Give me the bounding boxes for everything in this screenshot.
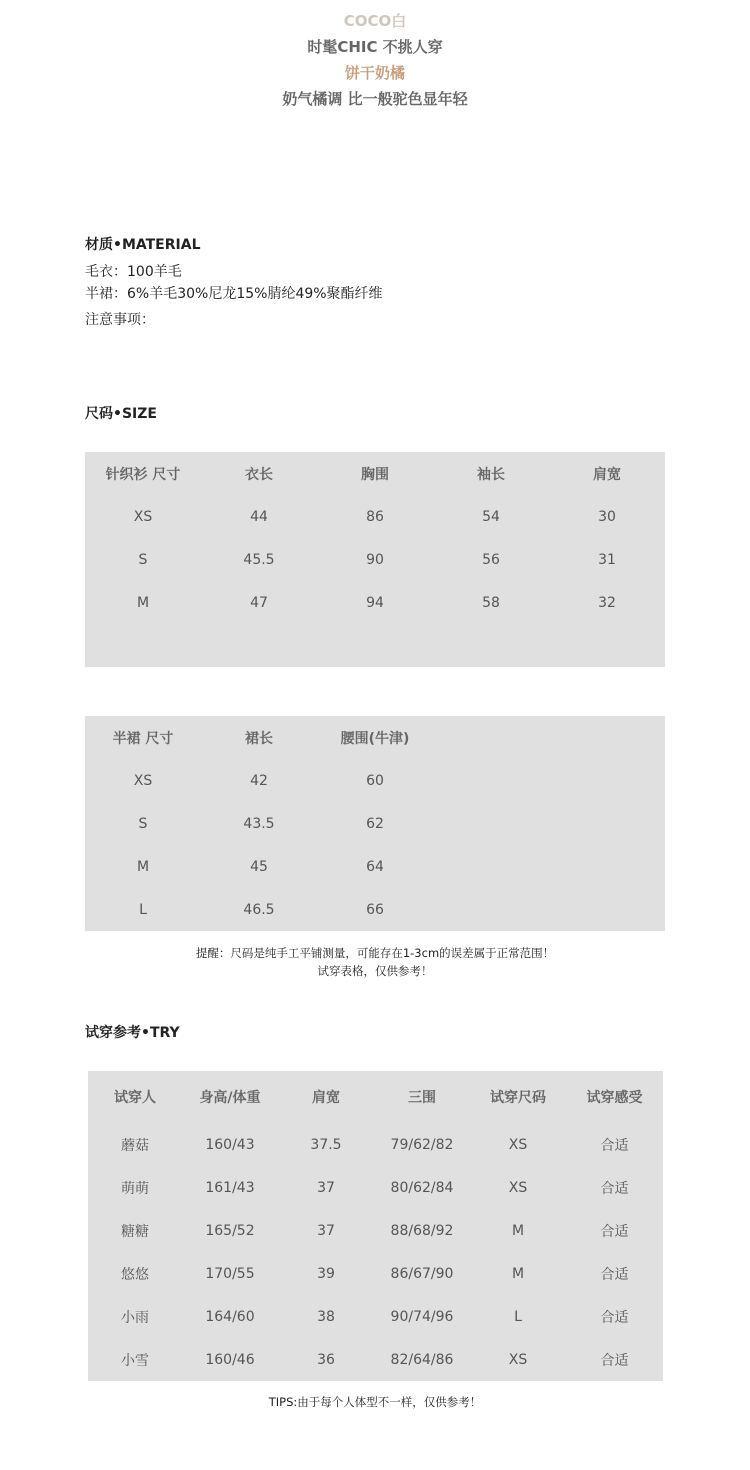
table-cell: 165/52: [205, 1222, 255, 1239]
try-header-cell: 身高/体重: [199, 1090, 261, 1106]
table-row: [85, 888, 665, 931]
table-cell: 37: [317, 1222, 335, 1239]
table-row: [88, 1252, 663, 1295]
try-table: [88, 1071, 663, 1381]
table-cell: XS: [508, 1179, 528, 1196]
table-cell: 88/68/92: [390, 1222, 454, 1239]
knit-header-row: [85, 452, 665, 495]
intro-line-1: COCO白: [343, 12, 407, 30]
table-row: [88, 1295, 663, 1338]
empty-cell: [433, 759, 665, 802]
intro-line-3: 饼干奶橘: [344, 64, 405, 82]
try-header-cell: 试穿人: [114, 1090, 156, 1106]
table-cell: 萌萌: [121, 1180, 149, 1197]
table-cell: 小雨: [121, 1309, 149, 1326]
table-cell: 56: [482, 551, 500, 568]
empty-cell: [433, 845, 665, 888]
knit-header-cell: 衣长: [245, 466, 273, 483]
table-cell: 45.5: [243, 551, 275, 568]
table-row: [88, 1123, 663, 1166]
table-cell: 42: [250, 772, 268, 789]
table-cell: 30: [598, 508, 616, 525]
table-cell: 47: [250, 594, 268, 611]
try-header-cell: 肩宽: [312, 1090, 340, 1106]
table-cell: 80/62/84: [390, 1179, 454, 1196]
table-cell: 悠悠: [121, 1266, 149, 1283]
try-header-cell: 试穿尺码: [490, 1090, 546, 1106]
table-row: [88, 1166, 663, 1209]
intro-line-4: 奶气橘调 比一般驼色显年轻: [282, 90, 468, 108]
table-row: [88, 1338, 663, 1381]
table-cell: 44: [250, 508, 268, 525]
size-note-2: 试穿表格，仅供参考！: [317, 964, 433, 978]
material-title: 材质•MATERIAL: [85, 237, 201, 253]
table-cell: 合适: [600, 1352, 629, 1369]
table-cell: 170/55: [205, 1265, 255, 1282]
empty-cell: [433, 716, 665, 759]
table-row: [85, 581, 665, 624]
table-cell: 66: [366, 901, 384, 918]
table-cell: L: [139, 901, 147, 918]
table-cell: 43.5: [243, 815, 275, 832]
table-cell: 合适: [600, 1180, 629, 1197]
table-cell: 160/46: [205, 1351, 255, 1368]
table-cell: 32: [598, 594, 616, 611]
table-cell: 合适: [600, 1309, 629, 1326]
table-cell: 38: [317, 1308, 335, 1325]
table-cell: 36: [317, 1351, 335, 1368]
material-notes: 注意事项：: [85, 312, 155, 328]
table-cell: 90: [366, 551, 384, 568]
table-cell: 160/43: [205, 1136, 255, 1153]
table-row: [85, 802, 665, 845]
size-note-1: 提醒：尺码是纯手工平铺测量，可能存在1-3cm的误差属于正常范围！: [195, 946, 555, 960]
table-cell: S: [138, 815, 148, 832]
table-cell: 164/60: [205, 1308, 255, 1325]
table-cell: XS: [508, 1351, 528, 1368]
table-row: [85, 845, 665, 888]
table-cell: 94: [366, 594, 384, 611]
table-cell: XS: [133, 772, 153, 789]
skirt-header-cell: 腰围(牛津): [340, 730, 410, 747]
table-cell: 合适: [600, 1266, 629, 1283]
intro-line-2: 时髦CHIC 不挑人穿: [307, 38, 443, 56]
table-row: [85, 495, 665, 538]
table-cell: XS: [133, 508, 153, 525]
material-sweater: 毛衣：100羊毛: [85, 264, 182, 280]
try-tip: TIPS:由于每个人体型不一样，仅供参考！: [268, 1395, 482, 1409]
table-cell: M: [136, 594, 150, 611]
table-cell: 60: [366, 772, 384, 789]
table-cell: L: [514, 1308, 522, 1325]
table-cell: S: [138, 551, 148, 568]
table-row: [85, 759, 665, 802]
table-cell: 161/43: [205, 1179, 255, 1196]
try-header-cell: 试穿感受: [586, 1090, 643, 1106]
table-cell: XS: [508, 1136, 528, 1153]
table-cell: 86/67/90: [390, 1265, 454, 1282]
try-header-cell: 三围: [408, 1090, 436, 1106]
table-cell: 蘑菇: [121, 1137, 149, 1154]
knit-header-cell: 袖长: [477, 466, 505, 483]
table-cell: 37.5: [310, 1136, 342, 1153]
empty-cell: [433, 888, 665, 931]
size-title: 尺码•SIZE: [85, 406, 157, 422]
material-skirt: 半裙：6%羊毛30%尼龙15%腈纶49%聚酯纤维: [85, 286, 383, 302]
table-cell: 合适: [600, 1223, 629, 1240]
table-cell: 54: [482, 508, 500, 525]
table-cell: 58: [482, 594, 500, 611]
skirt-header-cell: 半裙 尺寸: [112, 730, 174, 747]
table-cell: M: [511, 1222, 525, 1239]
table-cell: 糖糖: [121, 1223, 149, 1240]
knit-header-cell: 肩宽: [593, 466, 621, 483]
table-cell: 62: [366, 815, 384, 832]
knit-header-cell: 针织衫 尺寸: [105, 466, 181, 483]
table-cell: M: [511, 1265, 525, 1282]
table-cell: 64: [366, 858, 384, 875]
try-header-row: [88, 1071, 663, 1123]
skirt-header-cell: 裙长: [245, 730, 273, 747]
table-cell: 82/64/86: [390, 1351, 454, 1368]
table-cell: 31: [598, 551, 616, 568]
skirt-header-row: [85, 716, 665, 759]
table-cell: 39: [317, 1265, 335, 1282]
table-cell: M: [136, 858, 150, 875]
table-cell: 37: [317, 1179, 335, 1196]
try-title: 试穿参考•TRY: [85, 1025, 180, 1041]
table-cell: 46.5: [243, 901, 275, 918]
knit-header-cell: 胸围: [361, 466, 389, 483]
empty-cell: [433, 802, 665, 845]
table-cell: 小雪: [121, 1352, 149, 1369]
table-row: [88, 1209, 663, 1252]
table-cell: 45: [250, 858, 268, 875]
table-cell: 90/74/96: [390, 1308, 454, 1325]
knit-size-table: [85, 452, 665, 667]
table-cell: 79/62/82: [390, 1136, 454, 1153]
table-cell: 合适: [600, 1137, 629, 1154]
table-row: [85, 538, 665, 581]
table-cell: 86: [366, 508, 384, 525]
skirt-size-table: [85, 716, 665, 931]
